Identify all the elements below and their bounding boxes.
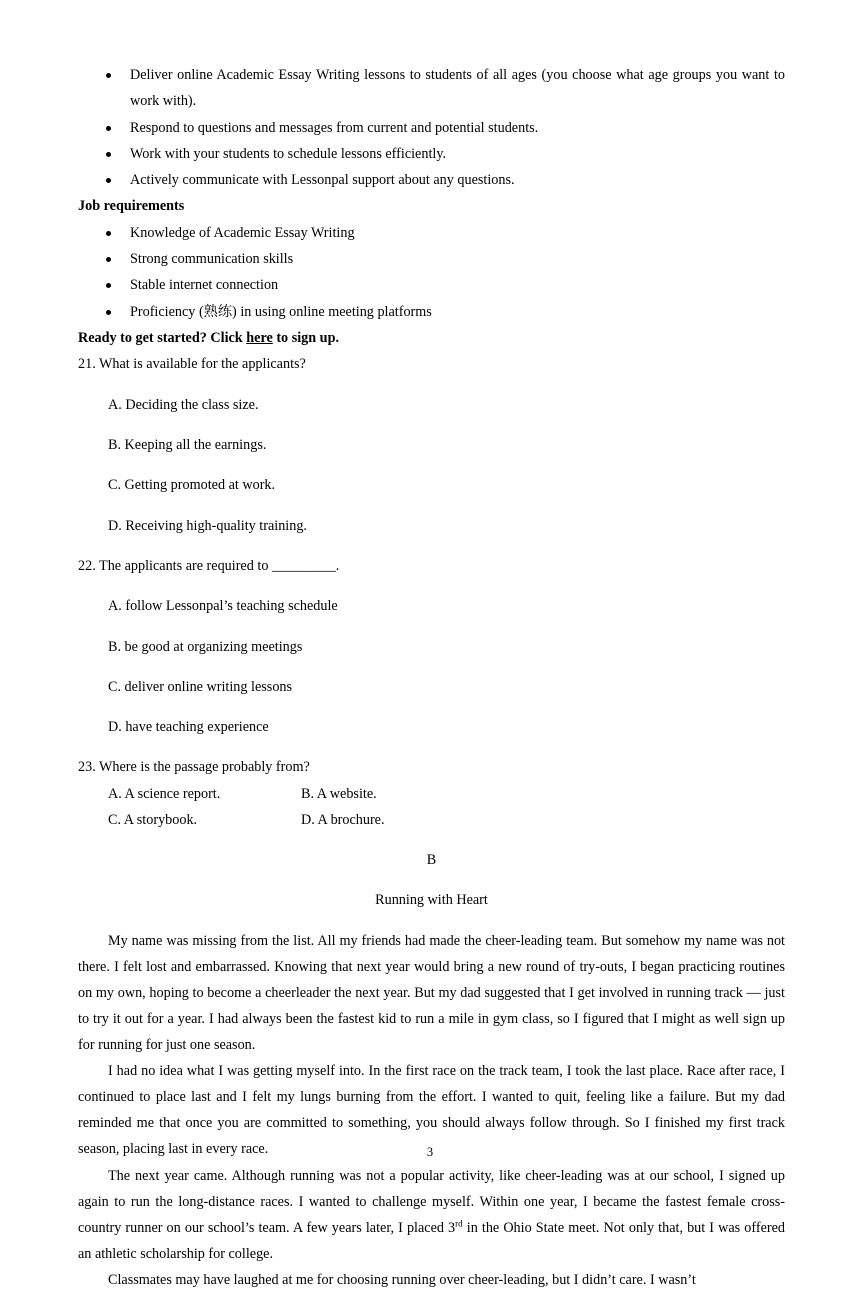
- option-a: A. A science report.: [108, 785, 221, 802]
- duty-item: Actively communicate with Lessonpal support about any questions.: [78, 167, 785, 193]
- ordinal-suffix: rd: [455, 1218, 463, 1229]
- option-a: A. Deciding the class size.: [108, 396, 259, 413]
- option-d: D. Receiving high-quality training.: [108, 517, 307, 534]
- option-d: D. have teaching experience: [108, 719, 269, 736]
- option-b: B. A website.: [301, 785, 377, 802]
- signup-link[interactable]: here: [246, 329, 273, 346]
- para3-before: The next year came. Although running was not a popular activity, like cheer-leading was at our school, I signed up again to run the long-distance races. I wanted to challenge myself. Within one year, I became the fastest female cross-country runner on our school’s team. A few years later, I placed 3: [78, 1167, 785, 1236]
- duty-item: Respond to questions and messages from current and potential students.: [78, 115, 785, 141]
- section-letter: B: [426, 852, 437, 869]
- signup-call-to-action: [78, 325, 785, 351]
- requirements-list: [78, 220, 785, 325]
- passage-paragraph: My name was missing from the list. All my friends had made the cheer-leading team. But somehow my name was not there. I felt lost and embarrassed. Knowing that next year would bring a new round of try-outs, I began practicing routines on my own, hoping to become a cheerleader the next year. But my dad suggested that I get involved in running track — just to try it out for a year. I had always been the fastest kid to run a mile in gym class, so I figured that I might as well sign up for running for just one season.: [78, 932, 785, 1054]
- duties-list: [78, 62, 785, 193]
- cta-text-before: Ready to get started? Click: [78, 329, 247, 346]
- options-row-2: [78, 807, 785, 833]
- option-c: C. A storybook.: [108, 811, 198, 828]
- option-c: C. Getting promoted at work.: [108, 477, 276, 494]
- question-22: [78, 553, 785, 740]
- para3-after: in the Ohio State meet. Not only that, but I was offered an athletic scholarship for college.: [78, 1219, 785, 1262]
- passage-title: Running with Heart: [375, 892, 488, 909]
- document-page: [78, 62, 785, 1293]
- option-a: A. follow Lessonpal’s teaching schedule: [108, 598, 338, 615]
- question-stem: 22. The applicants are required to _________.: [78, 557, 340, 574]
- duty-item: Work with your students to schedule lessons efficiently.: [78, 141, 785, 167]
- question-21: [78, 351, 785, 538]
- option-b: B. be good at organizing meetings: [108, 638, 303, 655]
- option-b: B. Keeping all the earnings.: [108, 437, 267, 454]
- question-23: [78, 754, 785, 832]
- option-c: C. deliver online writing lessons: [108, 678, 293, 695]
- question-stem: 21. What is available for the applicants?: [78, 356, 306, 373]
- passage-paragraph: I had no idea what I was getting myself into. In the first race on the track team, I took the last place. Race after race, I continued to place last and I felt my lungs burning from the effort. I wanted to quit, feeling like a failure. But my dad reminded me that once you are committed to something, you should always follow through. So I finished my first track season, placing last in every race.: [78, 1063, 785, 1158]
- requirement-item: Strong communication skills: [78, 246, 785, 272]
- question-stem: 23. Where is the passage probably from?: [78, 759, 310, 776]
- cta-text-after: to sign up.: [272, 329, 340, 346]
- passage-paragraph: Classmates may have laughed at me for choosing running over cheer-leading, but I didn’t care. I wasn’t: [108, 1271, 696, 1288]
- requirement-item: Knowledge of Academic Essay Writing: [78, 220, 785, 246]
- options-row-1: [78, 781, 785, 807]
- duty-item: Deliver online Academic Essay Writing lessons to students of all ages (you choose what age groups you want to work with).: [78, 62, 785, 115]
- requirement-item: Stable internet connection: [78, 272, 785, 298]
- option-d: D. A brochure.: [301, 811, 385, 828]
- requirement-item: Proficiency (熟练) in using online meeting platforms: [78, 299, 785, 325]
- page-number: 3: [426, 1145, 434, 1159]
- passage-paragraph: [78, 1163, 785, 1267]
- requirements-heading: Job requirements: [78, 198, 185, 215]
